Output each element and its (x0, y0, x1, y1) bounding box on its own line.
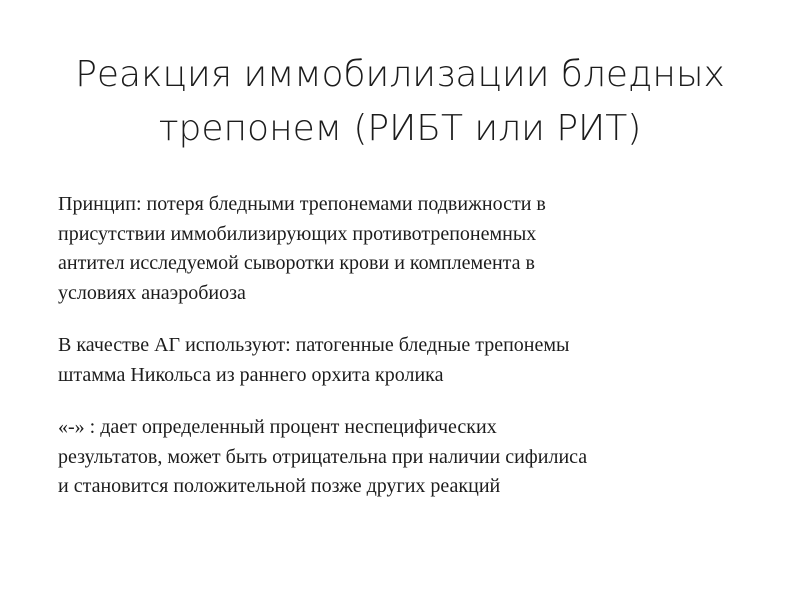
title-line-2: трепонем (РИБТ или РИТ) (158, 108, 642, 149)
antigen-line-2: штамма Никольса из раннего орхита кролика (58, 363, 444, 386)
drawback-line-2: результатов, может быть отрицательна при наличии сифилиса (58, 445, 588, 468)
drawback-paragraph (58, 413, 758, 502)
principle-line-2: присутствии иммобилизирующих противотрепонемных (58, 222, 537, 245)
slide-title (40, 48, 760, 156)
drawback-line-1: «-» : дает определенный процент неспецифических (58, 416, 497, 438)
principle-line-4: условиях анаэробиоза (58, 281, 246, 304)
title-line-1: Реакция иммобилизации бледных (75, 54, 725, 95)
antigen-line-1: В качестве АГ используют: патогенные бледные трепонемы (58, 334, 570, 356)
drawback-line-3: и становится положительной позже других реакций (58, 475, 501, 497)
slide-body (58, 190, 758, 502)
principle-line-1: Принцип: потеря бледными трепонемами подвижности в (58, 193, 546, 215)
principle-line-3: антител исследуемой сыворотки крови и комплемента в (58, 252, 535, 274)
antigen-paragraph (58, 331, 758, 390)
principle-paragraph (58, 190, 758, 308)
